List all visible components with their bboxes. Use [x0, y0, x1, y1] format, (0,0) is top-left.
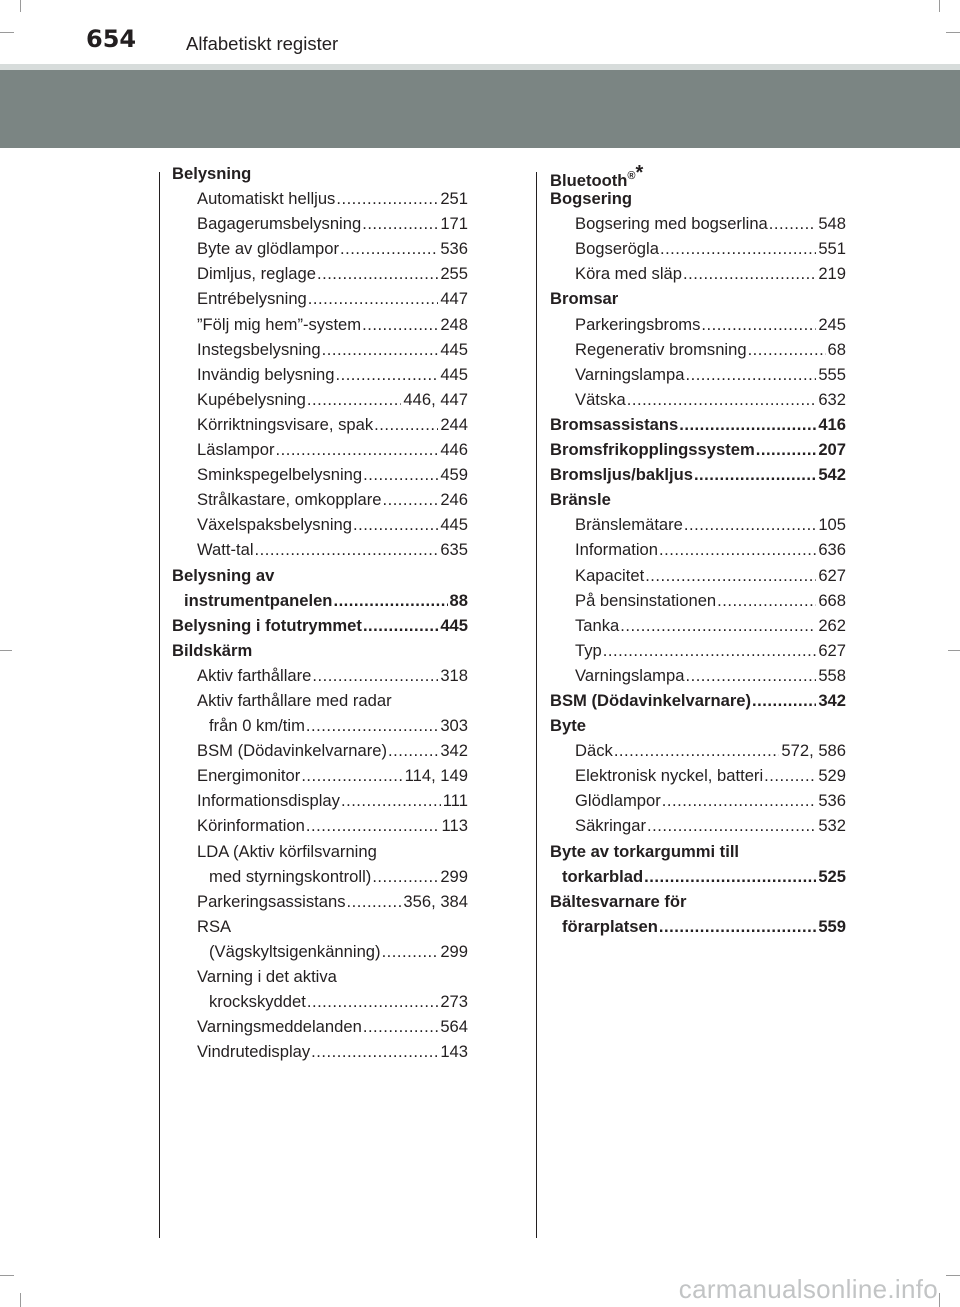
entry-page-ref: 636 — [818, 540, 846, 560]
index-entry — [550, 387, 846, 412]
entry-page-ref: 299 — [440, 941, 468, 961]
index-entry — [172, 387, 468, 412]
entry-page-ref: 244 — [440, 414, 468, 434]
index-entry — [550, 462, 846, 487]
entry-text: Bogserögla — [575, 236, 660, 261]
dot-leader — [662, 788, 817, 813]
entry-page-ref: 532 — [818, 816, 846, 836]
entry-text: Köra med släp — [575, 261, 683, 286]
index-entry — [172, 437, 468, 462]
entry-text: Kupébelysning — [197, 387, 307, 412]
entry-page-ref: 416 — [818, 414, 846, 434]
dot-leader — [645, 563, 816, 588]
crop-mark — [0, 32, 14, 33]
index-entry — [550, 763, 846, 788]
entry-text: Strålkastare, omkopplare — [197, 487, 382, 512]
entry-text: Automatiskt helljus — [197, 186, 336, 211]
dot-leader — [317, 261, 438, 286]
entry-page-ref: 248 — [440, 314, 468, 334]
index-entry — [550, 512, 846, 537]
dot-leader — [336, 186, 438, 211]
entry-page-ref: 572, 586 — [781, 741, 846, 761]
entry-page-ref: 105 — [818, 515, 846, 535]
entry-text: LDA (Aktiv körfilsvarning — [197, 841, 377, 861]
index-entry — [550, 663, 846, 688]
index-entry — [172, 261, 468, 286]
dot-leader — [311, 1039, 438, 1064]
entry-text: Varningslampa — [575, 362, 685, 387]
dot-leader — [306, 713, 438, 738]
entry-text: Bagagerumsbelysning — [197, 211, 362, 236]
dot-leader — [684, 512, 816, 537]
index-entry — [172, 412, 468, 437]
entry-text: Körinformation — [197, 813, 306, 838]
header-band — [0, 70, 960, 148]
entry-text: Kapacitet — [575, 563, 645, 588]
entry-page-ref: 525 — [818, 866, 846, 886]
index-entry — [172, 939, 468, 964]
entry-text: Byte — [550, 716, 586, 736]
entry-text: Bluetooth — [550, 171, 628, 190]
index-entry — [550, 362, 846, 387]
entry-page-ref: 219 — [818, 264, 846, 284]
index-entry — [172, 713, 468, 738]
entry-text: Vätska — [575, 387, 627, 412]
dot-leader — [769, 211, 817, 236]
dot-leader — [752, 688, 816, 713]
dot-leader — [388, 738, 438, 763]
dot-leader — [362, 312, 438, 337]
index-entry — [550, 638, 846, 663]
index-entry — [550, 788, 846, 813]
entry-text: instrumentpanelen — [184, 588, 333, 613]
entry-text: torkarblad — [562, 864, 644, 889]
index-entry — [172, 211, 468, 236]
entry-page-ref: 262 — [818, 615, 846, 635]
index-entry — [172, 312, 468, 337]
index-entry — [172, 763, 468, 788]
entry-text: Körriktningsvisare, spak — [197, 412, 374, 437]
entry-page-ref: 551 — [818, 239, 846, 259]
crop-mark — [939, 0, 940, 12]
entry-text: Bränslemätare — [575, 512, 684, 537]
entry-text: Informationsdisplay — [197, 788, 341, 813]
dot-leader — [627, 387, 817, 412]
index-entry — [550, 211, 846, 236]
index-entry — [172, 186, 468, 211]
index-entry — [172, 738, 468, 763]
crop-mark — [948, 650, 960, 651]
entry-page-ref: 356, 384 — [403, 891, 468, 911]
index-entry — [172, 563, 468, 588]
entry-text: Bromsassistans — [550, 412, 679, 437]
dot-leader — [764, 763, 816, 788]
crop-mark — [0, 650, 12, 651]
entry-text: Varningslampa — [575, 663, 685, 688]
dot-leader — [701, 312, 816, 337]
index-entry — [172, 337, 468, 362]
dot-leader — [341, 788, 441, 813]
entry-text: Aktiv farthållare med radar — [197, 690, 392, 710]
index-entry — [172, 914, 468, 939]
index-entry — [550, 688, 846, 713]
entry-text: Dimljus, reglage — [197, 261, 317, 286]
entry-text: Växelspaksbelysning — [197, 512, 353, 537]
entry-page-ref: 446, 447 — [403, 389, 468, 409]
index-entry — [550, 613, 846, 638]
crop-mark — [939, 1293, 940, 1307]
entry-page-ref: 303 — [440, 716, 468, 736]
entry-text: Bromsfrikopplingssystem — [550, 437, 756, 462]
dot-leader — [347, 889, 402, 914]
entry-page-ref: 627 — [818, 640, 846, 660]
entry-text: Belysning — [172, 164, 252, 183]
entry-text: Belysning av — [172, 565, 275, 585]
dot-leader — [312, 663, 438, 688]
entry-page-ref: 445 — [440, 615, 468, 635]
entry-text: Aktiv farthållare — [197, 663, 312, 688]
entry-page-ref: 668 — [818, 590, 846, 610]
index-entry — [550, 312, 846, 337]
column-rule-left — [159, 172, 160, 1238]
entry-page-ref: 548 — [818, 214, 846, 234]
index-entry — [550, 337, 846, 362]
index-entry — [172, 286, 468, 311]
entry-text: Instegsbelysning — [197, 337, 322, 362]
entry-text: Bromsljus/bakljus — [550, 462, 694, 487]
dot-leader — [694, 462, 816, 487]
dot-leader — [363, 613, 438, 638]
dot-leader — [748, 337, 826, 362]
index-entry — [172, 236, 468, 261]
index-entry — [550, 839, 846, 864]
entry-page-ref: 251 — [440, 189, 468, 209]
entry-text: BSM (Dödavinkelvarnare) — [197, 738, 388, 763]
entry-text: Bältesvarnare för — [550, 891, 687, 911]
dot-leader — [382, 487, 438, 512]
dot-leader — [620, 613, 816, 638]
entry-text: Typ — [575, 638, 603, 663]
index-entry — [172, 462, 468, 487]
dot-leader — [647, 813, 816, 838]
entry-page-ref: 245 — [818, 314, 846, 334]
entry-page-ref: 446 — [440, 440, 468, 460]
entry-text: krockskyddet — [209, 989, 307, 1014]
entry-text: Säkringar — [575, 813, 647, 838]
entry-page-ref: 559 — [818, 916, 846, 936]
index-entry — [172, 1039, 468, 1064]
entry-page-ref: 447 — [440, 289, 468, 309]
entry-text: Läslampor — [197, 437, 275, 462]
index-entry — [172, 638, 468, 663]
dot-leader — [322, 337, 439, 362]
dot-leader — [335, 362, 438, 387]
index-entry — [550, 889, 846, 914]
index-heading-bluetooth — [550, 161, 846, 190]
asterisk-mark: * — [635, 162, 644, 184]
entry-page-ref: 627 — [818, 565, 846, 585]
dot-leader — [659, 537, 816, 562]
index-entry — [172, 512, 468, 537]
index-entry — [550, 864, 846, 889]
dot-leader — [374, 412, 438, 437]
entry-text: Belysning i fotutrymmet — [172, 613, 363, 638]
entry-text: Byte av torkargummi till — [550, 841, 740, 861]
dot-leader — [614, 738, 780, 763]
dot-leader — [363, 462, 438, 487]
index-entry — [550, 537, 846, 562]
entry-text: (Vägskyltsigenkänning) — [209, 939, 382, 964]
entry-text: Information — [575, 537, 659, 562]
entry-text: Bogsering med bogserlina — [575, 211, 769, 236]
registered-mark: ® — [627, 170, 636, 182]
entry-page-ref: 113 — [441, 816, 468, 836]
index-entry — [172, 788, 468, 813]
crop-mark — [20, 1293, 21, 1307]
entry-text: Tanka — [575, 613, 620, 638]
entry-page-ref: 318 — [440, 665, 468, 685]
entry-page-ref: 246 — [440, 490, 468, 510]
entry-text: Byte av glödlampor — [197, 236, 340, 261]
entry-page-ref: 111 — [442, 791, 468, 811]
entry-page-ref: 445 — [440, 339, 468, 359]
entry-page-ref: 445 — [440, 364, 468, 384]
dot-leader — [382, 939, 439, 964]
entry-text: Watt-tal — [197, 537, 255, 562]
index-entry — [172, 362, 468, 387]
entry-text: Bränsle — [550, 490, 611, 510]
dot-leader — [353, 512, 438, 537]
dot-leader — [340, 236, 438, 261]
index-entry — [172, 839, 468, 864]
entry-page-ref: 635 — [440, 540, 468, 560]
index-entry — [550, 412, 846, 437]
dot-leader — [756, 437, 817, 462]
index-column-right — [550, 161, 846, 939]
entry-text: med styrningskontroll) — [209, 864, 372, 889]
index-entry — [172, 864, 468, 889]
entry-text: Invändig belysning — [197, 362, 335, 387]
crop-mark — [946, 1275, 960, 1276]
entry-page-ref: 342 — [440, 741, 468, 761]
section-title: Alfabetiskt register — [186, 33, 339, 54]
crop-mark — [0, 1275, 14, 1276]
entry-page-ref: 273 — [440, 992, 468, 1012]
entry-text: RSA — [197, 916, 232, 936]
index-entry — [172, 161, 468, 186]
entry-text: från 0 km/tim — [209, 713, 306, 738]
dot-leader — [307, 989, 438, 1014]
dot-leader — [308, 286, 439, 311]
dot-leader — [660, 236, 816, 261]
watermark: carmanualsonline.info — [678, 1274, 938, 1304]
entry-page-ref: 299 — [440, 866, 468, 886]
index-entry — [172, 1014, 468, 1039]
index-entry — [172, 588, 468, 613]
entry-page-ref: 564 — [440, 1017, 468, 1037]
index-entry — [172, 487, 468, 512]
index-entry — [172, 889, 468, 914]
index-entry — [172, 613, 468, 638]
entry-text: Bildskärm — [172, 640, 253, 660]
entry-page-ref: 68 — [827, 339, 846, 359]
entry-page-ref: 459 — [440, 465, 468, 485]
index-entry — [550, 437, 846, 462]
entry-page-ref: 529 — [818, 766, 846, 786]
entry-text: Vindrutedisplay — [197, 1039, 311, 1064]
entry-page-ref: 171 — [440, 214, 468, 234]
dot-leader — [679, 412, 816, 437]
dot-leader — [603, 638, 817, 663]
dot-leader — [685, 362, 816, 387]
entry-page-ref: 632 — [818, 389, 846, 409]
entry-page-ref: 255 — [440, 264, 468, 284]
index-column-left — [172, 161, 468, 1064]
page-number: 654 — [86, 25, 137, 53]
index-entry — [550, 813, 846, 838]
index-entry — [550, 738, 846, 763]
entry-page-ref: 558 — [818, 665, 846, 685]
entry-page-ref: 536 — [440, 239, 468, 259]
dot-leader — [372, 864, 438, 889]
index-entry — [550, 588, 846, 613]
dot-leader — [333, 588, 447, 613]
entry-text: Elektronisk nyckel, batteri — [575, 763, 764, 788]
dot-leader — [362, 211, 438, 236]
dot-leader — [717, 588, 816, 613]
entry-text: BSM (Dödavinkelvarnare) — [550, 688, 752, 713]
entry-text: Bromsar — [550, 289, 619, 309]
index-entry — [172, 663, 468, 688]
entry-text: Däck — [575, 738, 614, 763]
index-entry — [172, 813, 468, 838]
entry-text: Regenerativ bromsning — [575, 337, 748, 362]
entry-page-ref: 207 — [818, 440, 846, 460]
crop-mark — [20, 0, 21, 12]
index-entry — [550, 563, 846, 588]
entry-page-ref: 555 — [818, 364, 846, 384]
entry-text: På bensinstationen — [575, 588, 717, 613]
entry-text: Entrébelysning — [197, 286, 308, 311]
index-entry — [550, 236, 846, 261]
entry-page-ref: 88 — [449, 590, 468, 610]
dot-leader — [683, 261, 816, 286]
entry-text: Varningsmeddelanden — [197, 1014, 363, 1039]
entry-text: Glödlampor — [575, 788, 662, 813]
entry-text: förarplatsen — [562, 914, 659, 939]
dot-leader — [685, 663, 816, 688]
entry-text: Energimonitor — [197, 763, 301, 788]
entry-text: Parkeringsassistans — [197, 889, 347, 914]
dot-leader — [644, 864, 816, 889]
entry-text: Bogsering — [550, 189, 633, 209]
dot-leader — [301, 763, 402, 788]
index-entry — [550, 186, 846, 211]
index-entry — [550, 713, 846, 738]
index-entry — [172, 989, 468, 1014]
entry-text: Sminkspegelbelysning — [197, 462, 363, 487]
index-entry — [550, 487, 846, 512]
dot-leader — [275, 437, 438, 462]
entry-page-ref: 114, 149 — [404, 766, 468, 786]
dot-leader — [306, 813, 440, 838]
index-entry — [172, 537, 468, 562]
index-entry — [172, 688, 468, 713]
dot-leader — [659, 914, 816, 939]
index-entry — [550, 286, 846, 311]
entry-page-ref: 536 — [818, 791, 846, 811]
entry-text: Parkeringsbroms — [575, 312, 701, 337]
entry-text: ”Följ mig hem”-system — [197, 312, 362, 337]
dot-leader — [255, 537, 439, 562]
entry-page-ref: 342 — [818, 690, 846, 710]
index-entry — [550, 914, 846, 939]
dot-leader — [307, 387, 402, 412]
column-rule-right — [536, 172, 537, 1238]
crop-mark — [946, 32, 960, 33]
entry-page-ref: 542 — [818, 465, 846, 485]
index-entry — [550, 261, 846, 286]
entry-page-ref: 143 — [440, 1042, 468, 1062]
dot-leader — [363, 1014, 438, 1039]
entry-page-ref: 445 — [440, 515, 468, 535]
entry-text: Varning i det aktiva — [197, 967, 337, 986]
index-entry — [172, 964, 468, 989]
